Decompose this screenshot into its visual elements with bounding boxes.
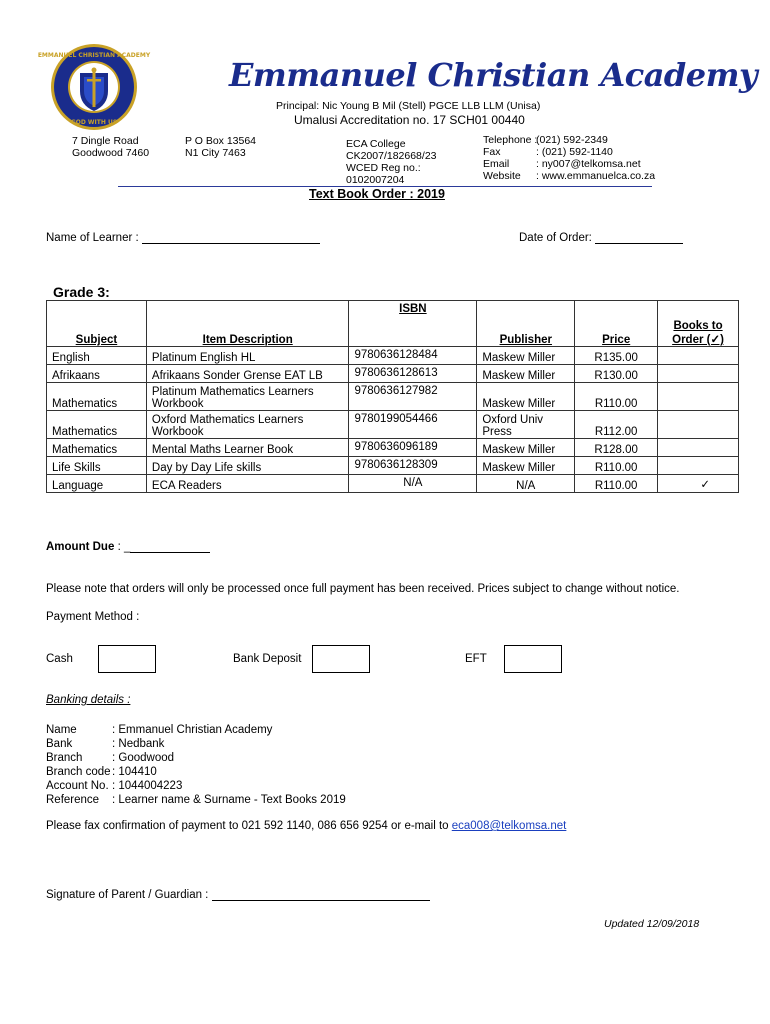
header-subject: Subject bbox=[47, 301, 147, 347]
cell-order-check[interactable] bbox=[658, 347, 739, 365]
school-name: Emmanuel Christian Academy bbox=[229, 56, 758, 94]
cell-isbn: 9780636127982 bbox=[349, 383, 477, 411]
cell-publisher: Maskew Miller bbox=[477, 439, 575, 457]
header-item-description: Item Description bbox=[146, 301, 349, 347]
postal-address: P O Box 13564 N1 City 7463 bbox=[185, 135, 257, 159]
signature-row bbox=[46, 889, 430, 901]
cell-isbn: 9780636096189 bbox=[349, 439, 477, 457]
cell-isbn: 9780199054466 bbox=[349, 411, 477, 439]
grade-heading: Grade 3: bbox=[53, 284, 110, 300]
cell-price: R110.00 bbox=[575, 457, 658, 475]
amount-due-label: Amount Due bbox=[46, 541, 115, 553]
contact-labels: Telephone : Fax Email Website bbox=[483, 134, 538, 182]
learner-name-field[interactable] bbox=[142, 243, 320, 244]
learner-name-label: Name of Learner : bbox=[46, 232, 139, 244]
cell-price: R128.00 bbox=[575, 439, 658, 457]
cell-item: Platinum English HL bbox=[146, 347, 349, 365]
header-price: Price bbox=[575, 301, 658, 347]
cell-subject: Language bbox=[47, 475, 147, 493]
table-row bbox=[47, 365, 739, 383]
banking-values: : Emmanuel Christian Academy : Nedbank : Goodwood : 104410 : 1044004223 : Learner name & Surname - Text Books 2019 bbox=[112, 724, 346, 806]
cell-item: Platinum Mathematics Learners Workbook bbox=[146, 383, 349, 411]
payment-bank-deposit-label: Bank Deposit bbox=[233, 653, 302, 665]
cell-subject: Afrikaans bbox=[47, 365, 147, 383]
updated-date: Updated 12/09/2018 bbox=[604, 918, 700, 930]
cell-isbn: N/A bbox=[349, 475, 477, 493]
school-crest-logo bbox=[37, 43, 151, 131]
cell-isbn: 9780636128484 bbox=[349, 347, 477, 365]
table-row bbox=[47, 411, 739, 439]
table-row bbox=[47, 347, 739, 365]
eft-checkbox[interactable] bbox=[504, 645, 562, 673]
contact-values: (021) 592-2349 : (021) 592-1140 : ny007@telkomsa.net : www.emmanuelca.co.za bbox=[536, 134, 656, 182]
cell-price: R130.00 bbox=[575, 365, 658, 383]
payment-method-label: Payment Method : bbox=[46, 611, 140, 623]
cell-publisher: Oxford Univ Press bbox=[477, 411, 575, 439]
cell-subject: Mathematics bbox=[47, 411, 147, 439]
signature-field[interactable] bbox=[212, 900, 430, 901]
cell-isbn: 9780636128309 bbox=[349, 457, 477, 475]
cell-item: Mental Maths Learner Book bbox=[146, 439, 349, 457]
amount-due-value: : _ bbox=[117, 541, 131, 553]
header-isbn: ISBN bbox=[349, 301, 477, 347]
cell-order-check[interactable] bbox=[658, 457, 739, 475]
order-date-field[interactable] bbox=[595, 243, 683, 244]
registration-info: ECA College CK2007/182668/23 WCED Reg no.: 0102007204 bbox=[346, 138, 437, 186]
cell-order-check[interactable] bbox=[658, 439, 739, 457]
amount-due-field[interactable] bbox=[130, 552, 210, 553]
cell-price: R110.00 bbox=[575, 383, 658, 411]
cell-price: R135.00 bbox=[575, 347, 658, 365]
cell-item: ECA Readers bbox=[146, 475, 349, 493]
table-row bbox=[47, 475, 739, 493]
cell-order-check[interactable]: ✓ bbox=[658, 475, 739, 493]
header-books-to-order: Books to Order (✓) bbox=[658, 301, 739, 347]
table-header-row bbox=[47, 301, 739, 347]
order-title: Text Book Order : 2019 bbox=[309, 187, 445, 201]
cell-subject: English bbox=[47, 347, 147, 365]
signature-label: Signature of Parent / Guardian : bbox=[46, 889, 209, 901]
cell-order-check[interactable] bbox=[658, 411, 739, 439]
fax-note: Please fax confirmation of payment to 021 592 1140, 086 656 9254 or e-mail to eca008@telkomsa.net bbox=[46, 820, 567, 832]
header-publisher: Publisher bbox=[477, 301, 575, 347]
book-order-table bbox=[46, 300, 739, 493]
table-row bbox=[47, 439, 739, 457]
table-row bbox=[47, 383, 739, 411]
fax-email-link[interactable]: eca008@telkomsa.net bbox=[451, 820, 567, 832]
svg-text:GOD WITH US: GOD WITH US bbox=[70, 119, 118, 126]
order-date-row bbox=[519, 232, 683, 244]
cell-subject: Mathematics bbox=[47, 439, 147, 457]
cell-subject: Life Skills bbox=[47, 457, 147, 475]
payment-cash-label: Cash bbox=[46, 653, 73, 665]
payment-eft-label: EFT bbox=[465, 653, 487, 665]
cell-subject: Mathematics bbox=[47, 383, 147, 411]
cell-publisher: Maskew Miller bbox=[477, 347, 575, 365]
cell-order-check[interactable] bbox=[658, 365, 739, 383]
cell-publisher: Maskew Miller bbox=[477, 383, 575, 411]
street-address: 7 Dingle Road Goodwood 7460 bbox=[72, 135, 150, 159]
umalusi-accreditation: Umalusi Accreditation no. 17 SCH01 00440 bbox=[294, 113, 525, 127]
cell-order-check[interactable] bbox=[658, 383, 739, 411]
cash-checkbox[interactable] bbox=[98, 645, 156, 673]
cell-publisher: Maskew Miller bbox=[477, 365, 575, 383]
table-row bbox=[47, 457, 739, 475]
cell-item: Oxford Mathematics Learners Workbook bbox=[146, 411, 349, 439]
cell-publisher: Maskew Miller bbox=[477, 457, 575, 475]
cell-isbn: 9780636128613 bbox=[349, 365, 477, 383]
cell-price: R112.00 bbox=[575, 411, 658, 439]
payment-note: Please note that orders will only be processed once full payment has been received. Prices subject to change without notice. bbox=[46, 583, 680, 595]
svg-text:EMMANUEL CHRISTIAN ACADEMY: EMMANUEL CHRISTIAN ACADEMY bbox=[37, 52, 151, 59]
cell-item: Day by Day Life skills bbox=[146, 457, 349, 475]
bank-deposit-checkbox[interactable] bbox=[312, 645, 370, 673]
cell-item: Afrikaans Sonder Grense EAT LB bbox=[146, 365, 349, 383]
cell-publisher: N/A bbox=[477, 475, 575, 493]
learner-name-row bbox=[46, 232, 320, 244]
banking-labels: Name Bank Branch Branch code Account No. Reference bbox=[46, 724, 111, 806]
principal-line: Principal: Nic Young B Mil (Stell) PGCE LLB LLM (Unisa) bbox=[276, 100, 541, 112]
order-date-label: Date of Order: bbox=[519, 232, 592, 244]
amount-due-row bbox=[46, 541, 210, 553]
cell-price: R110.00 bbox=[575, 475, 658, 493]
banking-details-title: Banking details : bbox=[46, 694, 131, 706]
